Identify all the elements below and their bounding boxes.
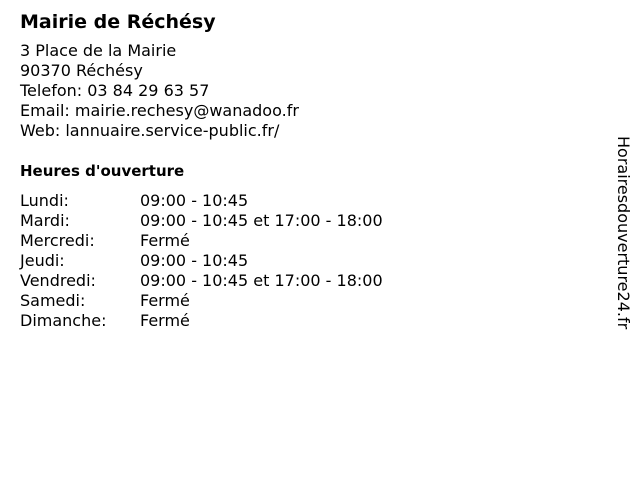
time-range: 09:00 - 10:45 et 17:00 - 18:00 xyxy=(140,211,383,230)
email-line: Email: mairie.rechesy@wanadoo.fr xyxy=(20,101,299,120)
phone-line: Telefon: 03 84 29 63 57 xyxy=(20,81,210,100)
day-label: Mercredi: xyxy=(20,231,95,250)
site-watermark: Horairesdouverture24.fr xyxy=(614,136,633,330)
time-range: Fermé xyxy=(140,291,190,310)
day-label: Vendredi: xyxy=(20,271,96,290)
opening-hours-table xyxy=(20,191,590,331)
website-line: Web: lannuaire.service-public.fr/ xyxy=(20,121,280,140)
contact-block xyxy=(20,41,590,141)
time-range: 09:00 - 10:45 xyxy=(140,191,249,210)
day-label: Samedi: xyxy=(20,291,86,310)
hours-row-thursday xyxy=(20,251,590,271)
day-label: Mardi: xyxy=(20,211,70,230)
business-card xyxy=(20,9,590,331)
hours-row-monday xyxy=(20,191,590,211)
time-range: 09:00 - 10:45 et 17:00 - 18:00 xyxy=(140,271,383,290)
address-city: 90370 Réchésy xyxy=(20,61,143,80)
time-range: 09:00 - 10:45 xyxy=(140,251,249,270)
business-title: Mairie de Réchésy xyxy=(20,11,216,33)
day-label: Jeudi: xyxy=(20,251,65,270)
hours-row-wednesday xyxy=(20,231,590,251)
hours-row-sunday xyxy=(20,311,590,331)
day-label: Lundi: xyxy=(20,191,69,210)
opening-hours-heading: Heures d'ouverture xyxy=(20,162,185,180)
day-label: Dimanche: xyxy=(20,311,107,330)
address-street: 3 Place de la Mairie xyxy=(20,41,177,60)
hours-row-saturday xyxy=(20,291,590,311)
hours-row-tuesday xyxy=(20,211,590,231)
time-range: Fermé xyxy=(140,311,190,330)
hours-row-friday xyxy=(20,271,590,291)
time-range: Fermé xyxy=(140,231,190,250)
